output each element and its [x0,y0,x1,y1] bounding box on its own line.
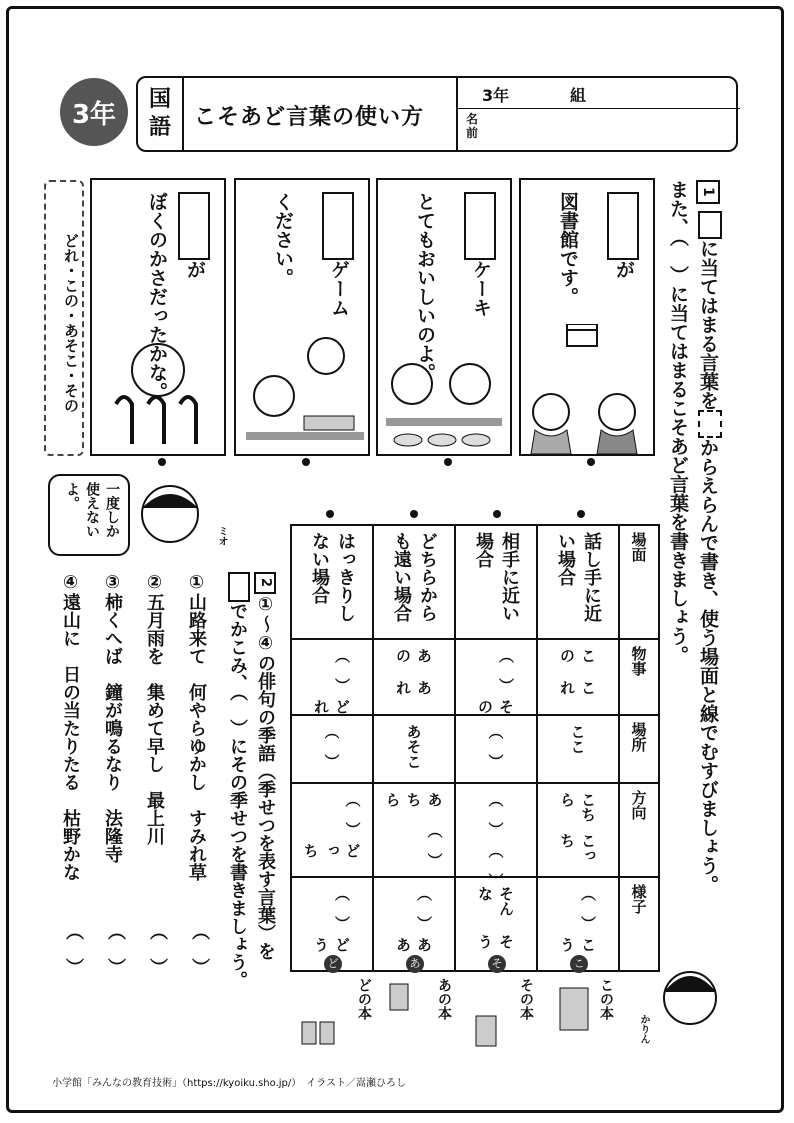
mio-illustration [130,474,210,554]
header-manner: 様子 [629,884,648,914]
cell-text: あれ [394,680,433,695]
game-shop-illustration [236,324,368,454]
cell-text: あの [394,648,433,663]
haiku-4-text: 遠山に 日の当たりたる 枯野かな [60,593,81,881]
worksheet-header [136,76,738,152]
scene-panel-4 [90,178,226,456]
cell-text: ここ [568,724,587,754]
q2-instruction-line2 [224,572,250,989]
q1-text-a: に当てはまる言葉を [697,238,719,410]
haiku-2-text: 五月雨を 集めて早し 最上川 [144,593,165,845]
answer-blank[interactable]: （ ） [333,648,351,693]
footer-credit: 小学館「みんなの教育技術」（https://kyoiku.sho.jp/） イラスト／嵩瀬ひろし [52,1078,406,1089]
cell-text: こう [558,937,597,952]
cell-text: そう [476,934,515,949]
haiku-4 [58,572,82,881]
haiku-3-answer[interactable]: （ ） [105,922,126,976]
word-bank: どれ・この・あそこ・その [44,180,84,456]
panel-3-text-b: ください。 [272,192,294,287]
panel-dot-1[interactable] [587,458,595,466]
q1-instruction-line1 [694,180,722,894]
haiku-2-answer[interactable]: （ ） [147,922,168,976]
speech-bubble [48,474,130,556]
name-box [456,78,740,150]
panel-1-text [607,192,639,279]
q2-text-1: ①〜④の俳句の季語（季せつを表す言葉）を [255,594,276,960]
scene-cell-2: 相手に近い場合 [473,532,520,622]
mark-a: あ [406,955,424,973]
table-dot-2[interactable] [493,510,501,518]
library-illustration [521,324,653,454]
cell-text: その [476,699,515,714]
book-label-a: あの本 [436,978,452,1020]
haiku-2-num: ② [144,572,165,593]
answer-blank[interactable]: （ ） [425,823,444,868]
mio-name: ミオ [216,526,227,546]
panel-4-text-a: が [184,260,206,279]
cell-text: この [558,648,597,663]
mark-so: そ [488,955,506,973]
panel-1-text-b: 図書館です。 [557,192,579,306]
header-things: 物事 [629,646,648,676]
cell-text: どっち [301,843,362,858]
subject-label [138,78,184,150]
karin-illustration [650,952,730,1062]
cell-text: どれ [312,699,351,714]
book-label-ko: この本 [598,978,614,1020]
answer-blank[interactable]: （ ） [579,886,597,931]
haiku-1-text: 山路来て 何やらゆかし すみれ草 [186,593,207,881]
panel-1-text-a: が [613,260,635,279]
class-grade: 3年 [482,86,510,105]
haiku-4-answer[interactable]: （ ） [63,922,84,976]
scene-panel-3 [234,178,370,456]
q2-number: 2 [254,572,276,594]
haiku-1-num: ① [186,572,207,593]
answer-blank[interactable]: （ ） [333,886,351,931]
subject-char-1: 国 [148,87,171,112]
umbrella-illustration [92,324,224,454]
cell-text: あちら [383,792,444,807]
cake-shop-illustration [378,344,510,454]
cell-text: ああ [394,937,433,952]
mark-do: ど [324,955,342,973]
mark-ko: こ [570,955,588,973]
class-row [458,78,740,109]
bubble-text: 一度しか使えないよ。 [64,482,120,538]
cell-text: こっち [558,833,597,863]
q2-instruction-line1 [252,572,278,960]
header-scene: 場面 [629,532,648,562]
book-label-so: その本 [518,978,534,1020]
answer-blank[interactable]: （ ） [415,886,433,931]
q1-instruction-line2: また、（ ）に当てはまるこそあど言葉を書きましょう。 [667,180,689,665]
panel-dot-2[interactable] [444,458,452,466]
answer-blank[interactable]: （ ） [497,648,515,693]
kosoado-table [290,524,660,972]
answer-blank[interactable]: （ ） [343,792,362,837]
haiku-1-answer[interactable]: （ ） [189,922,210,976]
cell-text: あそこ [404,724,423,769]
panel-2-text-a: ケーキ [470,260,492,317]
panel-2-text-b: とてもおいしいのよ。 [414,192,436,382]
cell-text: そんな [476,886,515,916]
name-label [466,112,478,140]
answer-blank[interactable]: （ ） [486,792,505,837]
grade-badge: 3年 [60,78,128,146]
subject-char-2: 語 [148,115,171,140]
class-kumi: 組 [570,86,587,105]
q1-text-b: からえらんで書き、使う場面と線でむすびましょう。 [697,437,719,894]
karin-name: かりん [638,1014,649,1044]
scene-panel-2 [376,178,512,456]
answer-blank[interactable]: （ ） [486,843,505,888]
haiku-1 [184,572,208,881]
scene-cell-1: 話し手に近い場合 [555,532,602,622]
header-direction: 方向 [629,790,648,820]
table-dot-3[interactable] [410,510,418,518]
table-dot-4[interactable] [326,510,334,518]
panel-3-text [322,192,354,317]
table-dot-1[interactable] [577,510,585,518]
header-place: 場所 [629,722,648,752]
panel-4-text [178,192,210,279]
q2-text-2: でかこみ、（ ）にその季せつを書きましょう。 [227,602,248,989]
panel-3-text-a: ゲーム [328,260,350,317]
worksheet-title: こそあど言葉の使い方 [194,105,425,130]
scene-cell-4: はっきりしない場合 [309,532,356,622]
haiku-3 [100,572,124,863]
q1-number: 1 [696,180,720,204]
haiku-3-text: 柿くへば 鐘が鳴るなり 法隆寺 [102,593,123,863]
book-label-do: どの本 [356,978,372,1020]
scene-cell-3: どちらからも遠い場合 [391,532,438,622]
scene-panel-1 [519,178,655,456]
haiku-4-num: ④ [60,572,81,593]
cell-text: これ [558,680,597,695]
books-illustration [290,976,620,1066]
answer-blank[interactable]: （ ） [486,724,505,769]
panel-dot-3[interactable] [302,458,310,466]
haiku-2 [142,572,166,845]
cell-text: こちら [558,792,597,822]
haiku-3-num: ③ [102,572,123,593]
name-label-2: 前 [466,126,479,140]
panel-dot-4[interactable] [158,458,166,466]
name-label-1: 名 [466,112,479,126]
cell-text: どう [312,937,351,952]
panel-4-text-b: ぼくのかさだったかな。 [146,192,168,401]
answer-blank[interactable]: （ ） [322,724,341,769]
panel-2-text [464,192,496,317]
